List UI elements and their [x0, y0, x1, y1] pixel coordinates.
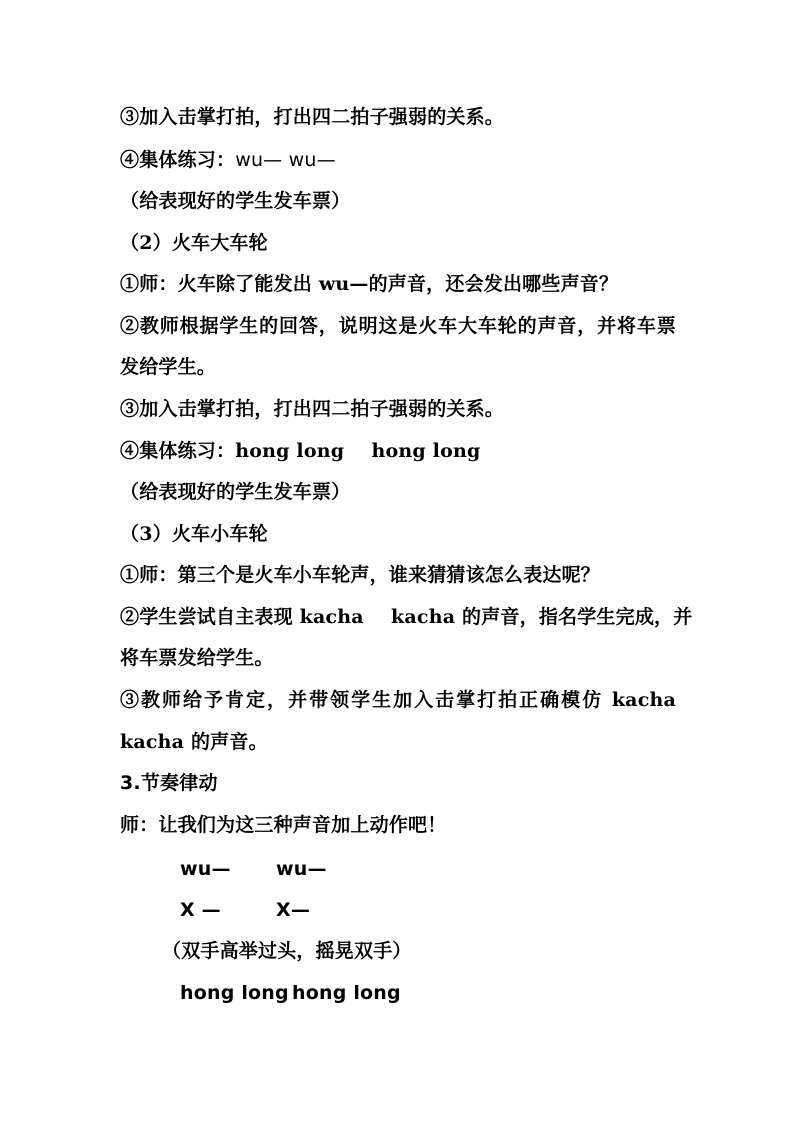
step-2-student-try-continued: 将车票发给学生。 [120, 647, 274, 669]
teacher-instruction: 师：让我们为这三种声音加上动作吧！ [120, 814, 447, 836]
rhythm-row-x-b: X— [276, 899, 311, 921]
wu-sound-text: wu— wu— [235, 149, 336, 171]
step-2-continued: 发给学生。 [120, 356, 217, 378]
rhythm-row-x-a: X — [180, 899, 221, 921]
group-practice-label: ④集体练习： [120, 149, 236, 171]
step-2-student-try: ②学生尝试自主表现 kacha kacha 的声音，指名学生完成，并 [120, 606, 693, 628]
step-2-teacher-explain: ②教师根据学生的回答，说明这是火车大车轮的声音，并将车票 [120, 315, 676, 337]
rhythm-row-wu-a: wu— [180, 858, 231, 880]
section-small-wheel-heading: （3）火车小车轮 [120, 523, 268, 545]
rhythm-row-wu-b: wu— [276, 858, 327, 880]
step-1-guess-question: ①师：第三个是火车小车轮声，谁来猜猜该怎么表达呢？ [120, 564, 601, 586]
step-3-clap-beat-2: ③加入击掌打拍，打出四二拍子强弱的关系。 [120, 398, 505, 420]
rhythm-row-honglong-a: hong long [180, 982, 289, 1004]
step-4-group-practice-honglong: ④集体练习：hong long hong long [120, 440, 481, 462]
step-3-clap-beat: ③加入击掌打拍，打出四二拍子强弱的关系。 [120, 106, 505, 128]
step-1-teacher-question: ①师：火车除了能发出 wu—的声音，还会发出哪些声音？ [120, 273, 619, 295]
rhythm-row-honglong-b: hong long [292, 982, 401, 1004]
movement-instruction: （双手高举过头，摇晃双手） [162, 940, 412, 962]
step-3-continued: kacha 的声音。 [120, 731, 268, 753]
step-3-teacher-affirm: ③教师给予肯定，并带领学生加入击掌打拍正确模仿 kacha [120, 689, 676, 711]
ticket-note-2: （给表现好的学生发车票） [120, 481, 351, 503]
rhythm-section-heading: 3.节奏律动 [120, 772, 218, 794]
step-4-group-practice-wu [120, 147, 336, 173]
ticket-note: （给表现好的学生发车票） [120, 190, 351, 212]
section-big-wheel-heading: （2）火车大车轮 [120, 232, 268, 254]
